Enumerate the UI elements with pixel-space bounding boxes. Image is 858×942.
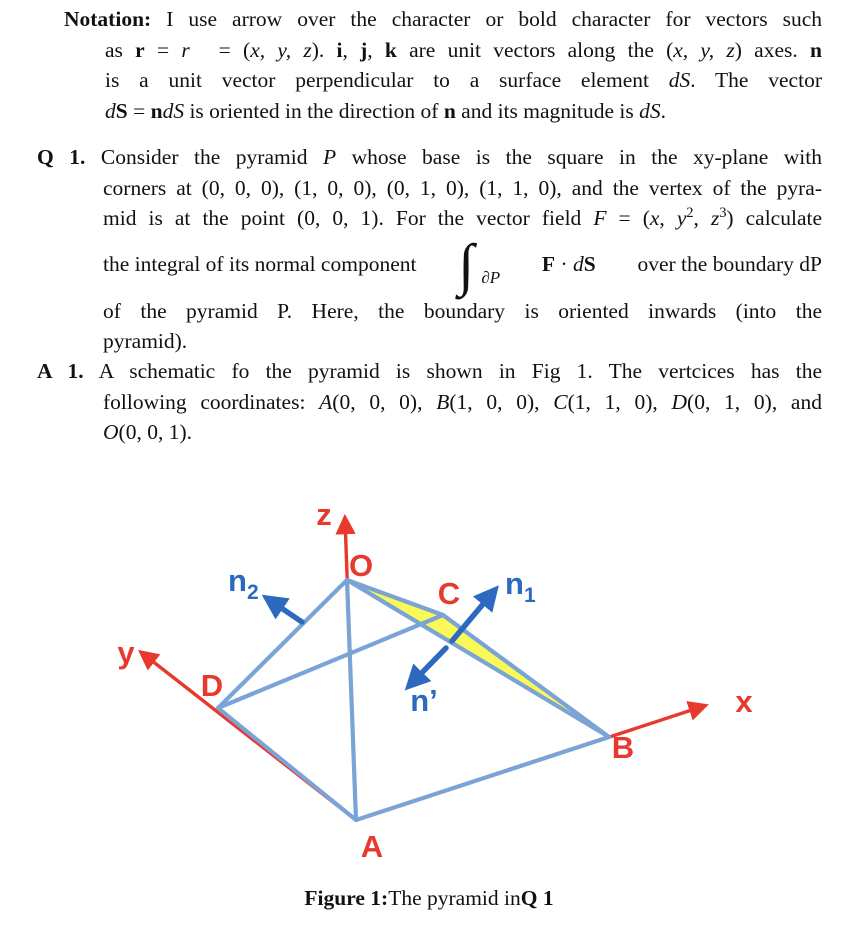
text-segment: The pyramid in: [388, 886, 521, 910]
q1-line-5: [103, 296, 822, 327]
text-segment: d: [572, 252, 584, 277]
text-segment: =: [127, 98, 151, 123]
notation-line-1: [64, 4, 822, 35]
text-segment: mid is at the point (0, 0, 1). For the vector field: [103, 206, 594, 231]
q1-line-3: [103, 203, 822, 234]
text-segment: I use arrow over the character or bold character for vectors such: [151, 7, 822, 31]
text-segment: corners at (0, 0, 0), (1, 0, 0), (0, 1, 0), (1, 1, 0), and the vertex of the pyra-: [103, 175, 822, 200]
text-segment: F: [541, 252, 556, 277]
text-segment: Q 1.: [37, 145, 86, 169]
pyramid-diagram: [0, 495, 858, 875]
edge-A-D: [218, 708, 356, 820]
text-segment: x, y, z: [250, 37, 312, 62]
text-segment: ,: [659, 206, 677, 231]
text-segment: C: [553, 389, 568, 414]
text-segment: is oriented in the direction of: [184, 98, 444, 123]
text-segment: Consider the pyramid: [85, 145, 323, 169]
text-segment: Notation:: [64, 7, 152, 31]
text-segment: 3: [719, 205, 727, 222]
integral-symbol: [458, 231, 501, 297]
edge-O-A: [347, 580, 356, 820]
vertex-label-C: C: [437, 576, 461, 611]
text-segment: O: [103, 420, 119, 445]
text-segment: k: [384, 37, 397, 62]
text-segment: whose base is the square in the xy-plane with: [336, 145, 822, 169]
text-segment: . The vector: [690, 68, 822, 93]
answer-1-paragraph: [37, 356, 822, 448]
edge-O-B: [347, 580, 609, 737]
vertex-label-B: B: [611, 730, 635, 765]
text-segment: ).: [311, 37, 337, 62]
text-segment: Figure 1:: [304, 886, 389, 910]
q1-integral-line: [103, 231, 822, 297]
normal-label-n1: $n_1$: [505, 566, 536, 607]
q1-line-2: [103, 173, 822, 204]
text-segment: (0, 0, 1).: [118, 420, 192, 445]
text-segment: x, y, z: [673, 37, 735, 62]
text-segment: (1, 1, 0),: [567, 389, 672, 414]
text-segment: Q 1: [520, 886, 554, 910]
normal-label-n2: $n_2$: [228, 563, 259, 604]
notation-line-4: [105, 96, 822, 127]
text-segment: j: [360, 37, 368, 62]
edge-A-B: [356, 737, 609, 820]
vertex-label-A: A: [360, 829, 384, 864]
text-segment: 2: [686, 205, 694, 222]
text-segment: i: [336, 37, 343, 62]
notation-paragraph: [64, 4, 822, 126]
integral-glyph: ∫: [458, 231, 475, 297]
edge-C-B: [443, 615, 609, 737]
text-segment: .: [660, 98, 666, 123]
a1-line-3: [103, 417, 822, 448]
text-segment: dS: [639, 98, 661, 123]
text-segment: n: [809, 37, 822, 62]
question-1-paragraph: [37, 142, 822, 357]
text-segment: and its magnitude is: [455, 98, 640, 123]
notation-line-3: [105, 65, 822, 96]
text-segment: as: [105, 37, 136, 62]
text-segment: ·: [555, 252, 573, 277]
text-segment: (0, 1, 0), and: [687, 389, 822, 414]
figure-caption: [0, 886, 858, 911]
notation-line-2: [105, 35, 822, 66]
text-segment: d: [105, 98, 116, 123]
normal-arrow-n-prime: [410, 648, 446, 685]
text-segment: r⃗: [181, 37, 207, 62]
text-segment: n: [150, 98, 163, 123]
text-segment: ,: [693, 206, 711, 231]
integral-lead-text: the integral of its normal component: [103, 252, 417, 277]
text-segment: is a unit vector perpendicular to a surface element: [105, 68, 669, 93]
a1-line-2: [103, 387, 822, 418]
figure-1: [0, 495, 858, 875]
x-axis-label: x: [735, 684, 753, 719]
text-segment: A schematic fo the pyramid is shown in Fig 1. The vertcices has the: [83, 359, 822, 383]
text-segment: S: [115, 98, 128, 123]
text-segment: dS: [668, 68, 691, 93]
text-segment: P: [322, 145, 337, 169]
text-segment: z: [710, 206, 720, 231]
text-segment: A 1.: [37, 359, 84, 383]
z-axis-label: z: [316, 497, 332, 532]
text-segment: pyramid).: [103, 329, 188, 354]
text-segment: r: [135, 37, 145, 62]
text-segment: are unit vectors along the (: [396, 37, 674, 62]
text-segment: ) calculate: [726, 206, 823, 231]
text-segment: B: [436, 389, 450, 414]
text-segment: n: [443, 98, 456, 123]
text-segment: ) axes.: [734, 37, 810, 62]
normal-label-n-prime: n’: [410, 683, 438, 718]
edge-O-D: [218, 580, 347, 708]
text-segment: ,: [367, 37, 385, 62]
text-segment: S: [583, 252, 596, 277]
vertex-label-O: O: [348, 548, 374, 583]
text-segment: =: [144, 37, 182, 62]
a1-line-1: [37, 356, 822, 387]
text-segment: (0, 0, 0),: [332, 389, 437, 414]
text-segment: y: [676, 206, 687, 231]
vertex-label-D: D: [200, 668, 224, 703]
text-segment: = (: [206, 37, 251, 62]
text-segment: dS: [162, 98, 185, 123]
text-segment: (1, 0, 0),: [449, 389, 554, 414]
text-segment: of the pyramid P. Here, the boundary is oriented inwards (into the: [103, 298, 822, 323]
text-segment: following coordinates:: [103, 389, 320, 414]
text-segment: A: [319, 389, 333, 414]
text-segment: D: [671, 389, 688, 414]
integral-trail-text: over the boundary dP: [637, 252, 822, 277]
text-segment: x: [649, 206, 660, 231]
integral-integrand: [542, 249, 596, 280]
text-segment: ,: [342, 37, 361, 62]
normal-arrow-n2: [268, 599, 302, 622]
y-axis-label: y: [117, 635, 135, 670]
q1-line-6: [103, 326, 822, 357]
text-segment: = (: [606, 206, 650, 231]
integral-subscript: ∂P: [481, 268, 501, 288]
q1-line-1: [37, 142, 822, 173]
text-segment: F: [593, 206, 607, 231]
